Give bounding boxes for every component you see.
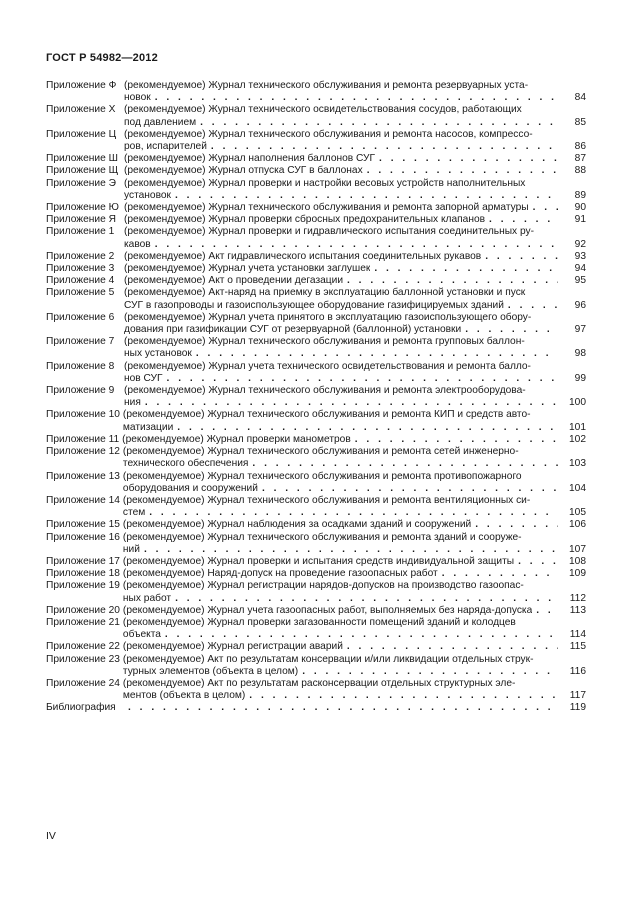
- toc-entry-label: Приложение Я: [46, 214, 116, 226]
- toc-entry[interactable]: [46, 605, 586, 617]
- toc-entry-page: 119: [569, 702, 586, 714]
- toc-entry-page: 92: [574, 238, 586, 250]
- dot-leader: [200, 117, 558, 129]
- toc-entry-title-line: (рекомендуемое) Журнал наблюдения за осадками зданий и сооружений: [122, 519, 472, 531]
- toc-entry-label: Приложение 5: [46, 287, 115, 299]
- toc-entry-title-line: под давлением: [124, 116, 197, 128]
- toc-entry-label: Приложение 8: [46, 360, 115, 372]
- toc-entry[interactable]: [46, 226, 586, 250]
- toc-entry-title-line: (рекомендуемое) Журнал технического обслуживания и ремонта насосов, компрессо-: [124, 128, 533, 140]
- toc-entry-title-line: (рекомендуемое) Журнал технического обслуживания и ремонта групповых баллон-: [124, 336, 525, 348]
- toc-entry-title-line: дования при газификации СУГ от резервуарной (баллонной) установки: [124, 324, 462, 336]
- toc-entry[interactable]: [46, 312, 586, 336]
- toc-entry-label: Приложение 23: [46, 653, 120, 665]
- toc-entry-page: 89: [574, 189, 586, 201]
- dot-leader: [149, 507, 558, 519]
- toc-entry[interactable]: [46, 678, 586, 702]
- toc-entry-label: Приложение Ф: [46, 80, 117, 91]
- toc-entry[interactable]: [46, 702, 586, 714]
- toc-entry-title-line: ных работ: [122, 592, 172, 604]
- toc-entry[interactable]: [46, 202, 586, 214]
- toc-entry-page: 91: [574, 214, 586, 226]
- toc-entry-title: [124, 165, 586, 177]
- dot-leader: [347, 275, 558, 287]
- toc-entry-page: 95: [574, 275, 586, 287]
- dot-leader: [128, 702, 558, 714]
- toc-entry-page: 104: [569, 482, 586, 494]
- toc-entry-page: 94: [574, 263, 586, 275]
- toc-entry-page: 103: [569, 458, 586, 470]
- toc-entry-page: 86: [574, 141, 586, 153]
- toc-entry-page: 100: [569, 397, 586, 409]
- toc-entry-label: Приложение 16: [46, 531, 120, 543]
- toc-entry-page: 98: [574, 348, 586, 360]
- dot-leader: [165, 629, 558, 641]
- toc-entry-title-line: (рекомендуемое) Журнал проверки манометров: [122, 433, 351, 445]
- toc-entry-title: [123, 409, 586, 433]
- toc-entry-title: [122, 434, 586, 446]
- toc-entry-label: Приложение Ц: [46, 128, 117, 140]
- toc-entry[interactable]: [46, 519, 586, 531]
- toc-entry-title: [123, 471, 586, 495]
- dot-leader: [249, 690, 558, 702]
- toc-entry-label: Приложение 9: [46, 385, 115, 397]
- toc-entry-title-line: оборудования и сооружений: [122, 482, 258, 494]
- dot-leader: [485, 251, 558, 263]
- toc-entry-page: 114: [569, 629, 586, 641]
- toc-entry[interactable]: [46, 153, 586, 165]
- toc-entry-title: [124, 702, 586, 714]
- toc-entry-title: [123, 580, 586, 604]
- toc-entry[interactable]: [46, 471, 586, 495]
- dot-leader: [475, 519, 558, 531]
- toc-entry-title: [123, 556, 586, 568]
- toc-entry-title-line: объекта: [122, 629, 161, 641]
- toc-entry-label: Приложение 22: [46, 641, 120, 653]
- toc-entry-title-line: СУГ в газопроводы и газоиспользующее оборудование газифицируемых зданий: [124, 299, 504, 311]
- toc-entry-title-line: (рекомендуемое) Журнал технического обслуживания и ремонта противопожарного: [122, 470, 522, 482]
- toc-entry[interactable]: [46, 409, 586, 433]
- toc-entry-title-line: нов СУГ: [124, 372, 163, 384]
- toc-entry-label: Приложение 3: [46, 263, 115, 275]
- toc-entry-title-line: (рекомендуемое) Журнал учета принятого в эксплуатацию газоиспользующего обору-: [124, 311, 532, 323]
- toc-entry-title: [124, 361, 586, 385]
- toc-entry[interactable]: [46, 580, 586, 604]
- toc-entry-page: 88: [574, 165, 586, 177]
- toc-entry-title-line: (рекомендуемое) Акт по результатам расконсервации отдельных структурных эле-: [122, 677, 516, 689]
- dot-leader: [302, 666, 558, 678]
- toc-entry-page: 85: [574, 116, 586, 128]
- toc-entry-title: [123, 446, 586, 470]
- toc-entry-page: 109: [569, 568, 586, 580]
- toc-entry-page: 102: [569, 433, 586, 445]
- table-of-contents: [46, 80, 586, 715]
- toc-entry-title: [124, 287, 586, 311]
- dot-leader: [536, 605, 558, 617]
- toc-entry-label: Приложение 7: [46, 336, 115, 348]
- toc-entry-page: 113: [569, 604, 586, 616]
- toc-entry-title: [123, 568, 586, 580]
- toc-entry-title: [124, 153, 586, 165]
- dot-leader: [355, 434, 558, 446]
- toc-entry-title-line: (рекомендуемое) Журнал технического освидетельствования сосудов, работающих: [124, 104, 522, 116]
- toc-entry-title-line: (рекомендуемое) Акт о проведении дегазации: [124, 275, 344, 287]
- toc-entry-label: Приложение 4: [46, 275, 115, 287]
- toc-entry-page: 116: [569, 665, 586, 677]
- toc-entry-title: [124, 80, 586, 104]
- toc-entry-title-line: ров, испарителей: [124, 141, 207, 153]
- toc-entry-title-line: (рекомендуемое) Журнал регистрации нарядов-допусков на производство газоопас-: [122, 580, 524, 592]
- toc-entry-label: Приложение 11: [46, 433, 120, 445]
- toc-entry-page: 117: [569, 690, 586, 702]
- dot-leader: [489, 214, 558, 226]
- toc-entry-title-line: стем: [122, 507, 146, 519]
- toc-entry-title-line: ных установок: [124, 348, 192, 360]
- toc-entry-title-line: (рекомендуемое) Журнал учета технического освидетельствования и ремонта баллo-: [124, 360, 531, 372]
- toc-entry-title-line: (рекомендуемое) Акт-наряд на приемку в эксплуатацию баллонной установки и пуск: [124, 287, 526, 299]
- toc-entry[interactable]: [46, 214, 586, 226]
- toc-entry-page: 115: [569, 641, 586, 653]
- dot-leader: [347, 641, 558, 653]
- dot-leader: [167, 373, 558, 385]
- toc-entry-page: 90: [574, 202, 586, 214]
- dot-leader: [508, 300, 558, 312]
- dot-leader: [196, 348, 558, 360]
- toc-entry-label: Приложение 19: [46, 580, 120, 592]
- toc-entry[interactable]: [46, 568, 586, 580]
- toc-entry[interactable]: [46, 361, 586, 385]
- toc-entry-title: [123, 495, 586, 519]
- toc-entry[interactable]: [46, 617, 586, 641]
- toc-entry-label: Приложение Щ: [46, 165, 119, 177]
- toc-entry-label: Приложение 14: [46, 494, 120, 506]
- toc-entry-label: Библиография: [46, 702, 116, 714]
- toc-entry[interactable]: [46, 532, 586, 556]
- dot-leader: [175, 593, 558, 605]
- toc-entry[interactable]: [46, 104, 586, 128]
- dot-leader: [175, 190, 558, 202]
- toc-entry-title: [124, 385, 586, 409]
- toc-entry[interactable]: [46, 287, 586, 311]
- toc-entry-title-line: (рекомендуемое) Журнал проверки сбросных предохранительных клапанов: [124, 214, 486, 226]
- toc-entry-title: [123, 617, 586, 641]
- toc-entry[interactable]: [46, 434, 586, 446]
- toc-entry[interactable]: [46, 641, 586, 653]
- toc-entry-title-line: ментов (объекта в целом): [122, 690, 246, 702]
- toc-entry-title: [124, 214, 586, 226]
- toc-entry-page: 97: [574, 324, 586, 336]
- toc-entry-title: [123, 654, 586, 678]
- toc-entry-title: [124, 312, 586, 336]
- dot-leader: [367, 165, 558, 177]
- dot-leader: [379, 153, 558, 165]
- toc-entry[interactable]: [46, 263, 586, 275]
- toc-entry[interactable]: [46, 251, 586, 263]
- toc-entry-title-line: (рекомендуемое) Журнал технического обслуживания и ремонта резервуарных уста-: [124, 80, 529, 91]
- toc-entry-title: [123, 519, 586, 531]
- toc-entry-title-line: технического обеспечения: [122, 458, 249, 470]
- document-header: ГОСТ Р 54982—2012: [46, 52, 158, 64]
- toc-entry-title-line: новок: [124, 92, 151, 104]
- toc-entry-page: 93: [574, 250, 586, 262]
- toc-entry[interactable]: [46, 178, 586, 202]
- dot-leader: [533, 202, 558, 214]
- toc-entry-label: Приложение 21: [46, 616, 120, 628]
- toc-entry[interactable]: [46, 446, 586, 470]
- toc-entry-title-line: (рекомендуемое) Журнал технического обслуживания и ремонта зданий и сооруже-: [122, 531, 522, 543]
- dot-leader: [155, 92, 558, 104]
- dot-leader: [262, 483, 558, 495]
- toc-entry-title-line: турных элементов (объекта в целом): [122, 665, 299, 677]
- toc-entry-title-line: (рекомендуемое) Журнал технического обслуживания и ремонта КИП и средств авто-: [122, 409, 531, 421]
- toc-entry-title-line: матизации: [122, 421, 174, 433]
- toc-entry[interactable]: [46, 80, 586, 104]
- dot-leader: [144, 544, 558, 556]
- toc-entry[interactable]: [46, 495, 586, 519]
- toc-entry[interactable]: [46, 654, 586, 678]
- page-number: IV: [46, 830, 56, 842]
- toc-entry-label: Приложение Э: [46, 177, 116, 189]
- toc-entry-label: Приложение 1: [46, 226, 115, 238]
- toc-entry[interactable]: [46, 129, 586, 153]
- toc-entry-title-line: (рекомендуемое) Наряд-допуск на проведение газоопасных работ: [122, 568, 438, 580]
- dot-leader: [211, 141, 558, 153]
- toc-entry-title-line: (рекомендуемое) Журнал технического обслуживания и ремонта сетей инженерно-: [122, 446, 519, 458]
- toc-entry-title: [123, 641, 586, 653]
- dot-leader: [374, 263, 558, 275]
- toc-entry-title-line: (рекомендуемое) Журнал проверки и испытания средств индивидуальной защиты: [122, 555, 515, 567]
- toc-entry-title: [123, 678, 586, 702]
- toc-entry-label: Приложение 15: [46, 519, 120, 531]
- toc-entry[interactable]: [46, 336, 586, 360]
- toc-entry-title-line: ния: [124, 397, 141, 409]
- toc-entry-title-line: (рекомендуемое) Акт по результатам консервации и/или ликвидации отдельных струк-: [122, 653, 534, 665]
- toc-entry-page: 107: [569, 543, 586, 555]
- dot-leader: [155, 239, 558, 251]
- toc-entry-page: 112: [569, 592, 586, 604]
- toc-entry-title: [124, 178, 586, 202]
- toc-entry-title: [124, 202, 586, 214]
- toc-entry-title: [124, 336, 586, 360]
- toc-entry-label: Приложение 12: [46, 446, 120, 458]
- toc-entry-title-line: (рекомендуемое) Журнал наполнения баллонов СУГ: [124, 153, 376, 165]
- toc-entry-page: 105: [569, 507, 586, 519]
- toc-entry-title: [123, 532, 586, 556]
- toc-entry-page: 84: [574, 92, 586, 104]
- dot-leader: [252, 458, 558, 470]
- toc-entry-title-line: установок: [124, 189, 172, 201]
- toc-entry-title: [124, 263, 586, 275]
- toc-entry-page: 108: [569, 555, 586, 567]
- toc-entry-page: 96: [574, 299, 586, 311]
- toc-entry[interactable]: [46, 556, 586, 568]
- toc-entry-page: 106: [569, 519, 586, 531]
- toc-entry-title-line: (рекомендуемое) Акт гидравлического испытания соединительных рукавов: [124, 250, 482, 262]
- toc-entry-title-line: ний: [122, 543, 140, 555]
- toc-entry-label: Приложение 2: [46, 250, 115, 262]
- toc-entry-title: [124, 226, 586, 250]
- toc-entry-page: 101: [569, 421, 586, 433]
- toc-entry[interactable]: [46, 275, 586, 287]
- toc-entry[interactable]: [46, 385, 586, 409]
- toc-entry-title-line: (рекомендуемое) Журнал проверки и настройки весовых устройств наполнительных: [124, 177, 526, 189]
- toc-entry-page: 87: [574, 153, 586, 165]
- toc-entry-title-line: кавов: [124, 238, 151, 250]
- toc-entry-title-line: (рекомендуемое) Журнал учета установки заглушек: [124, 263, 371, 275]
- toc-entry-title: [124, 129, 586, 153]
- toc-entry-label: Приложение Ю: [46, 202, 119, 214]
- toc-entry-page: 99: [574, 372, 586, 384]
- toc-entry-label: Приложение Ш: [46, 153, 118, 165]
- toc-entry-label: Приложение 20: [46, 604, 120, 616]
- toc-entry-title-line: (рекомендуемое) Журнал отпуска СУГ в баллонах: [124, 165, 363, 177]
- toc-entry-label: Приложение 6: [46, 311, 115, 323]
- toc-entry-title: [124, 104, 586, 128]
- toc-entry-title-line: (рекомендуемое) Журнал учета газоопасных работ, выполняемых без наряда-допуска: [122, 604, 533, 616]
- toc-entry-title: [124, 275, 586, 287]
- toc-entry-label: Приложение 10: [46, 409, 120, 421]
- toc-entry-label: Приложение 24: [46, 677, 120, 689]
- dot-leader: [442, 568, 558, 580]
- toc-entry-title-line: (рекомендуемое) Журнал технического обслуживания и ремонта вентиляционных си-: [122, 494, 531, 506]
- toc-entry[interactable]: [46, 165, 586, 177]
- toc-entry-title-line: (рекомендуемое) Журнал проверки и гидравлического испытания соединительных ру-: [124, 226, 534, 238]
- toc-entry-title: [123, 605, 586, 617]
- dot-leader: [177, 422, 558, 434]
- toc-entry-title-line: (рекомендуемое) Журнал проверки загазованности помещений зданий и колодцев: [122, 616, 516, 628]
- toc-entry-label: Приложение Х: [46, 104, 116, 116]
- toc-entry-title-line: (рекомендуемое) Журнал технического обслуживания и ремонта запорной арматуры: [124, 202, 529, 214]
- toc-entry-label: Приложение 18: [46, 568, 120, 580]
- toc-entry-label: Приложение 17: [46, 555, 120, 567]
- toc-entry-title-line: (рекомендуемое) Журнал регистрации аварий: [122, 641, 343, 653]
- dot-leader: [518, 556, 558, 568]
- dot-leader: [465, 324, 558, 336]
- toc-entry-title: [124, 251, 586, 263]
- dot-leader: [145, 397, 558, 409]
- toc-entry-label: Приложение 13: [46, 470, 120, 482]
- toc-entry-title-line: (рекомендуемое) Журнал технического обслуживания и ремонта электрооборудова-: [124, 385, 526, 397]
